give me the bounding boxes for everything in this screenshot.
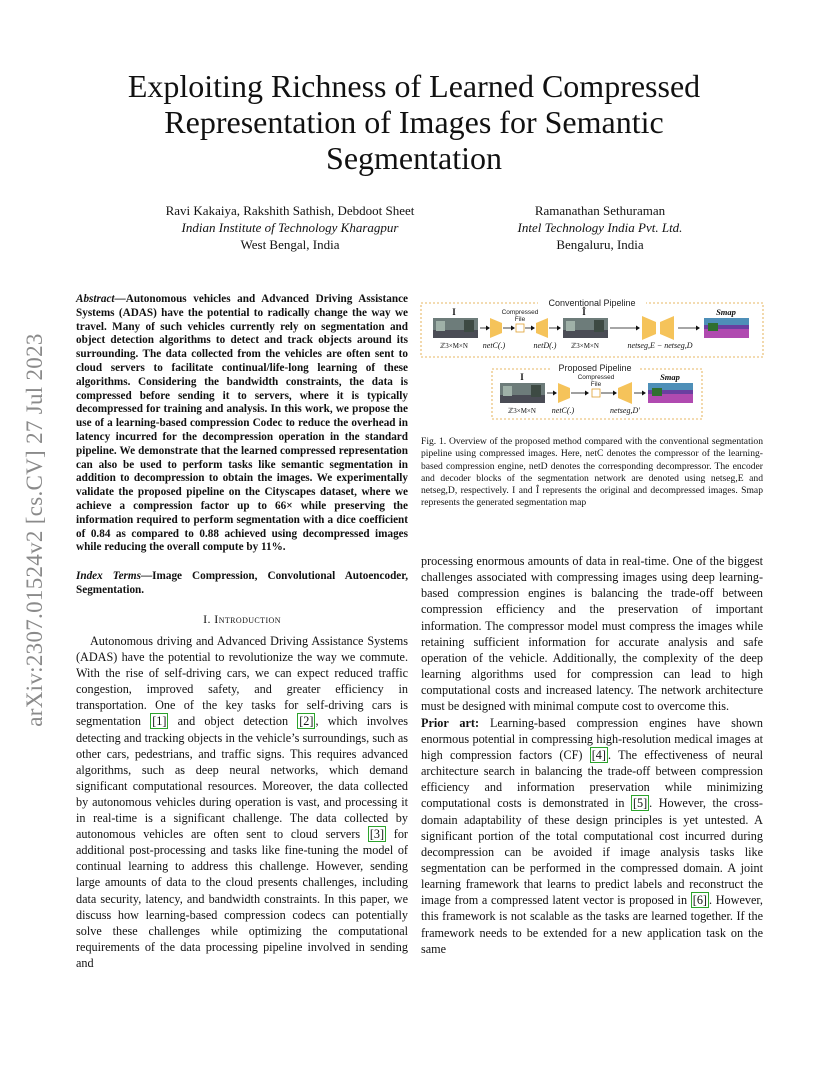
- netSeg-D2-label: netseg,D': [610, 406, 640, 415]
- citation-link[interactable]: [3]: [369, 827, 385, 842]
- smap-label: Smap: [716, 307, 736, 317]
- compressed-file-icon: [516, 324, 524, 332]
- netD-label: netD(.): [533, 341, 557, 350]
- abstract-body: —Autonomous vehicles and Advanced Driving Assistance Systems (ADAS) have the potential to radically change the way we travel. Many of such vehicles currently rely on segmentation and object detection algorithms to detect and track objects around its surrounding. The data collected from the vehicles are often sent to cloud servers to facilitate continual/life-long learning of these algorithms. Considering the bandwidth constraints, the data is compressed before sending it to servers, where it is typically decompressed for training and analysis. In this work, we propose the use of a learning-based compression Codec to reduce the overhead in latency incurred for the decompression operation in the standard pipeline. We demonstrate that the learned compressed representation can also be used to perform tasks like semantic segmentation in addition to decompression to obtain the images. We experimentally validate the proposed pipeline on the Cityscapes dataset, where we achieve a compression factor up to 66× while preserving the information required to perform segmentation with a dice coefficient of 0.84 as compared to 0.88 achieved using decompressed images while reducing the overall compute by 11%.: [76, 293, 408, 554]
- prior-art-paragraph: [421, 715, 763, 957]
- image-I-label-2: I: [520, 372, 524, 382]
- citation-link[interactable]: [5]: [632, 796, 648, 811]
- right-text-run: . The effectiveness of neural architecture search in balancing the trade-off between compression efficiency and information preservation while minimizing computational costs is demonstrated in: [421, 747, 763, 811]
- index-terms: [76, 570, 408, 598]
- seg-decoder-block: [660, 316, 674, 340]
- index-terms-lead: Index Terms: [76, 570, 141, 582]
- right-column-text: [421, 553, 763, 957]
- netC-block: [490, 318, 502, 338]
- compressed-file-label-4: File: [590, 381, 602, 388]
- author-names: Ravi Kakaiya, Rakshith Sathish, Debdoot Sheet: [165, 203, 415, 218]
- introduction-text: [76, 633, 408, 971]
- author-block-left: [140, 202, 440, 253]
- seg-encoder-block: [642, 316, 656, 340]
- intro-text-run: for additional post-processing and tasks like fine-tuning the model of continual learning to address this challenge. However, sending large amounts of data to the cloud presents challenges, including data security, latency, and bandwidth constraints. In this paper, we discuss how learning-based compression codecs can potentially solve these challenges while optimizing the computational requirements of the data processing pipeline involved in sending and: [76, 827, 408, 970]
- citation-link[interactable]: [6]: [692, 893, 707, 908]
- netC-block-2: [558, 383, 570, 403]
- author-affiliation: Intel Technology India Pvt. Ltd.: [517, 220, 683, 235]
- seg-decoder-block-2: [618, 382, 632, 404]
- intro-text-run: Autonomous driving and Advanced Driving Assistance Systems (ADAS) have the potential to revolutionize the way we commute. With the rise of self-driving cars, we can expect reduced traffic congestion, improved safety, and greater efficiency in transportation. One of the key tasks for self-driving cars is segmentation: [76, 634, 408, 729]
- author-location: West Bengal, India: [240, 237, 340, 252]
- author-names: Ramanathan Sethuraman: [534, 203, 666, 218]
- z-domain-label-2: ℤ3×M×N: [571, 342, 599, 350]
- section-heading-introduction: I. Introduction: [203, 612, 281, 626]
- right-text-run: . However, this framework is not scalable as the tasks are learned together. If the framework needs to be extended for a new application task on the same: [421, 893, 763, 956]
- netSeg-ED-label: netseg,E − netseg,D: [627, 341, 693, 350]
- author-block-right: [500, 202, 700, 253]
- compressed-file-label-3: Compressed: [577, 374, 615, 381]
- abstract-lead: Abstract: [76, 293, 115, 305]
- citation-link[interactable]: [1]: [152, 714, 167, 729]
- pipeline-svg: [420, 296, 764, 422]
- conventional-pipeline-label: Conventional Pipeline: [548, 298, 636, 308]
- intro-text-run: , which involves detecting and tracking objects in the vehicle’s surroundings, such as other cars, pedestrians, and traffic signs. This requires advanced algorithms, such as deep neural networks, which demand significant computational resources. Moreover, the data collected by autonomous vehicles during operation is vast, and processing it in real-time is a significant challenge. The data collected by autonomous vehicles are often sent to cloud servers: [76, 714, 408, 842]
- citation-link[interactable]: [4]: [591, 747, 606, 762]
- right-text-run: processing enormous amounts of data in real-time. One of the biggest challenges associated with compressing images using deep learning-based compression engines is balancing the trade-off between compression efficiency and the preservation of important information. The compressor model must compress the images while retaining sufficient information for accurate analysis and safe operation of the vehicle. Additionally, the complexity of the deep learning algorithms used for compression can lead to high computational costs and increased latency. The network architecture must be designed with minimal compute cost to overcome this.: [421, 554, 763, 714]
- z-domain-label-3: ℤ3×M×N: [508, 407, 536, 415]
- smap-label-2: Smap: [660, 372, 680, 382]
- z-domain-label: ℤ3×M×N: [440, 342, 468, 350]
- citation-link[interactable]: [2]: [299, 714, 314, 729]
- proposed-pipeline-label: Proposed Pipeline: [558, 363, 632, 373]
- compressed-file-icon-2: [592, 389, 600, 397]
- compressed-file-label-2: File: [514, 316, 526, 323]
- netC-label: netC(.): [482, 341, 506, 350]
- arxiv-side-stamp: [20, 295, 50, 765]
- image-Ihat-label: Î: [582, 307, 586, 317]
- author-affiliation: Indian Institute of Technology Kharagpur: [181, 220, 399, 235]
- paper-title: Exploiting Richness of Learned Compressed Representation of Images for Semantic Segmentation: [127, 68, 701, 176]
- intro-text-run: and object detection: [168, 714, 298, 729]
- prior-art-label: Prior art:: [421, 715, 480, 730]
- right-text-run: Learning-based compression engines have shown enormous potential in compressing high-resolution medical images at high compression factors (CF): [421, 715, 763, 762]
- abstract: [76, 293, 408, 555]
- netD-block: [536, 318, 548, 338]
- compressed-file-label-1: Compressed: [501, 309, 539, 316]
- figure-caption: Fig. 1. Overview of the proposed method compared with the conventional segmentation pipeline using compressed images. Here, netC denotes the compressor of the learning-based compression engine, netD denotes the corresponding decompressor. The encoder and decoder blocks of the segmentation network are denoted using netseg,E and netseg,D, respectively. I and Î represents the original and decompressed images. Smap represents the generated segmentation map: [421, 436, 763, 509]
- image-I-label: I: [452, 307, 456, 317]
- netC-label-2: netC(.): [551, 406, 575, 415]
- author-location: Bengaluru, India: [556, 237, 644, 252]
- right-text-run: . However, the cross-domain adaptability of these design principles is yet untested. A significant portion of the total computational cost incurred during decompression can be avoided if image analysis tasks like segmentation can be performed in the compressed domain. A joint learning framework that learns to predict labels and reconstruct the image from a compressed latent vector is proposed in: [421, 796, 763, 908]
- index-terms-body: —Image Compression, Convolutional Autoencoder, Segmentation.: [76, 570, 408, 596]
- arxiv-id-text: arXiv:2307.01524v2 [cs.CV] 27 Jul 2023: [22, 333, 47, 727]
- figure-pipeline-diagram: [420, 296, 764, 422]
